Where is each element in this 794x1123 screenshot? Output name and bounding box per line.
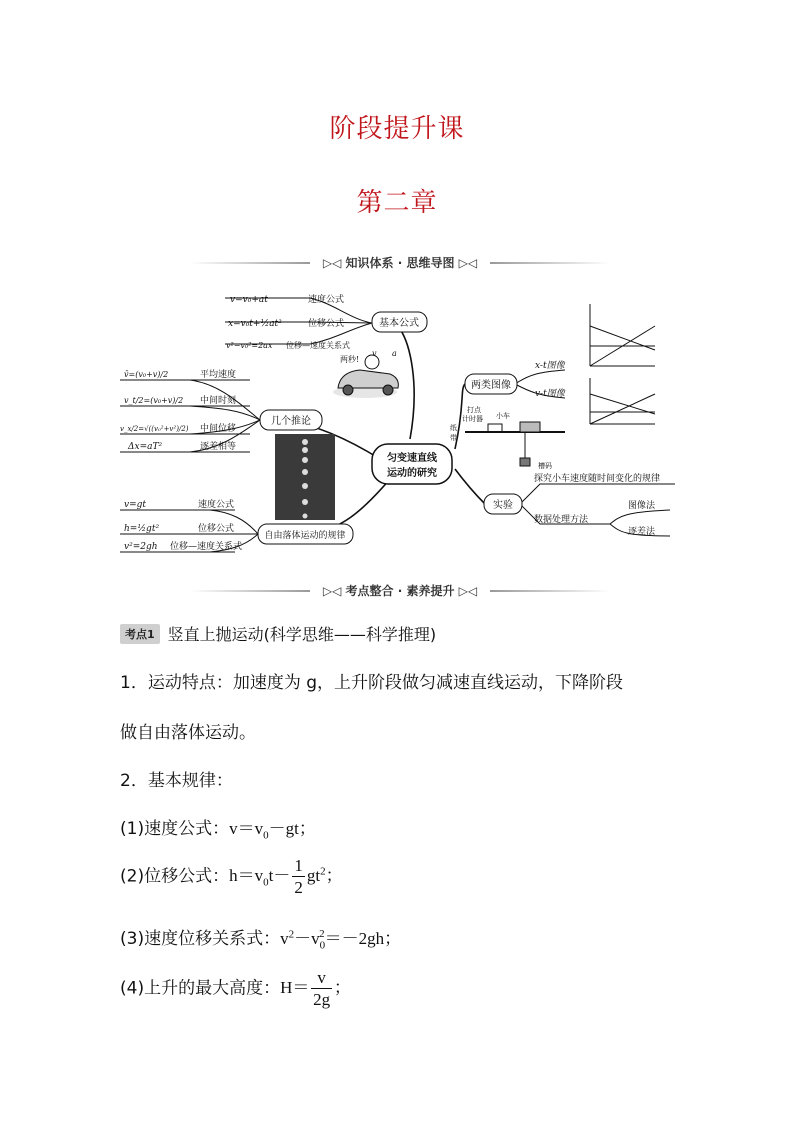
para-1b: 做自由落体运动。 xyxy=(120,723,256,743)
mm-cartoon-a: a xyxy=(392,349,397,358)
mind-map xyxy=(110,284,690,554)
formula-4: (4)上升的最大高度：H＝ $\frac{v}{2g}$ ； xyxy=(120,968,351,1009)
mm-cartoon-speech: 两秒! xyxy=(340,355,360,364)
formula-1-label: (1)速度公式： xyxy=(120,819,230,839)
mm-exp-item-2: 数据处理方法 xyxy=(534,515,589,525)
mm-inf-name-1: 平均速度 xyxy=(200,370,237,380)
topic-tag: 考点1 xyxy=(120,624,160,644)
mm-inf-formula-3: v_x/2=√((v₀²+v²)/2) xyxy=(120,425,189,433)
mm-basic-name-2: 位移公式 xyxy=(308,319,345,329)
mm-basic-name-3: 位移—速度关系式 xyxy=(286,341,350,350)
formula-2: (2)位移公式：$h=v_0t-$ $\frac{1}{2}$ $gt^2$； xyxy=(120,856,343,897)
mm-inference-label: 几个推论 xyxy=(271,416,311,427)
mm-inf-formula-4: Δx=aT² xyxy=(128,442,163,452)
mm-exp-method-1: 图像法 xyxy=(628,501,656,511)
section-divider xyxy=(190,256,610,270)
mm-basic-formula-2: x=v₀t+½at² xyxy=(228,319,282,329)
mm-basic-formula-3: v²−v₀²=2ax xyxy=(226,341,273,350)
formula-1: (1)速度公式：$v=v_0-gt$； xyxy=(120,819,316,842)
mm-ff-formula-2: h=½gt² xyxy=(124,524,160,534)
mm-app-1: 打点 xyxy=(467,406,481,414)
formula-2-label: (2)位移公式： xyxy=(120,866,230,887)
arrow-right-icon: ▷◁ xyxy=(322,584,346,598)
arrow-left-icon: ▷◁ xyxy=(454,584,478,598)
mm-freefall-label: 自由落体运动的规律 xyxy=(264,531,346,541)
arrow-left-icon: ▷◁ xyxy=(454,256,478,270)
mm-exp-method-2: 逐差法 xyxy=(628,527,656,537)
mm-center-line2: 运动的研究 xyxy=(387,468,437,479)
mm-ff-name-1: 速度公式 xyxy=(198,500,235,510)
mm-experiment-label: 实验 xyxy=(493,500,513,511)
arrow-right-icon: ▷◁ xyxy=(322,256,346,270)
topic-title: 竖直上抛运动(科学思维——科学推理) xyxy=(167,625,437,644)
section-label: 知识体系 · 思维导图 xyxy=(345,256,455,270)
mm-basic-name-1: 速度公式 xyxy=(308,295,345,305)
mm-ff-name-3: 位移—速度关系式 xyxy=(170,542,243,552)
mm-inf-name-4: 逐差相等 xyxy=(200,442,237,452)
section-divider-2 xyxy=(190,584,610,598)
para-1a: 1．运动特点：加速度为 g，上升阶段做匀减速直线运动，下降阶段 xyxy=(120,673,624,693)
para-2: 2．基本规律： xyxy=(120,771,233,791)
mm-ff-formula-1: v=gt xyxy=(124,500,147,510)
mm-graph-vt: v-t图像 xyxy=(535,389,565,399)
mm-inf-formula-1: v̄=(v₀+v)/2 xyxy=(124,370,169,379)
mm-ff-name-2: 位移公式 xyxy=(198,524,235,534)
formula-4-label: (4)上升的最大高度： xyxy=(120,978,281,999)
mm-basic-formula-1: v=v₀+at xyxy=(230,295,268,305)
mm-app-5: 带 xyxy=(450,434,457,442)
mm-graph-xt: x-t图像 xyxy=(535,361,565,371)
mm-inf-formula-2: v_t/2=(v₀+v)/2 xyxy=(124,396,184,405)
section-label-2: 考点整合 · 素养提升 xyxy=(345,584,455,598)
mm-app-6: 槽码 xyxy=(538,462,552,470)
topic-heading xyxy=(120,622,436,645)
mm-graphs-label: 两类图像 xyxy=(471,380,511,391)
mm-ff-formula-3: v²=2gh xyxy=(124,542,158,552)
mm-exp-item-1: 探究小车速度随时间变化的规律 xyxy=(534,474,661,484)
mm-center-line1: 匀变速直线 xyxy=(387,453,437,464)
formula-3-label: (3)速度位移关系式： xyxy=(120,929,281,949)
page-title: 阶段提升课 xyxy=(329,114,465,144)
mm-inf-name-3: 中间位移 xyxy=(200,424,237,434)
mm-app-3: 小车 xyxy=(496,412,510,420)
mm-basic-label: 基本公式 xyxy=(379,318,419,329)
mm-inf-name-2: 中间时刻 xyxy=(200,396,237,406)
chapter-title: 第二章 xyxy=(356,188,438,218)
mm-app-4: 纸 xyxy=(450,424,457,432)
formula-3: (3)速度位移关系式：$v^2-v_0^2=-2gh$； xyxy=(120,928,402,952)
mm-cartoon-v: v xyxy=(372,349,377,358)
mm-app-2: 计时器 xyxy=(462,415,483,423)
